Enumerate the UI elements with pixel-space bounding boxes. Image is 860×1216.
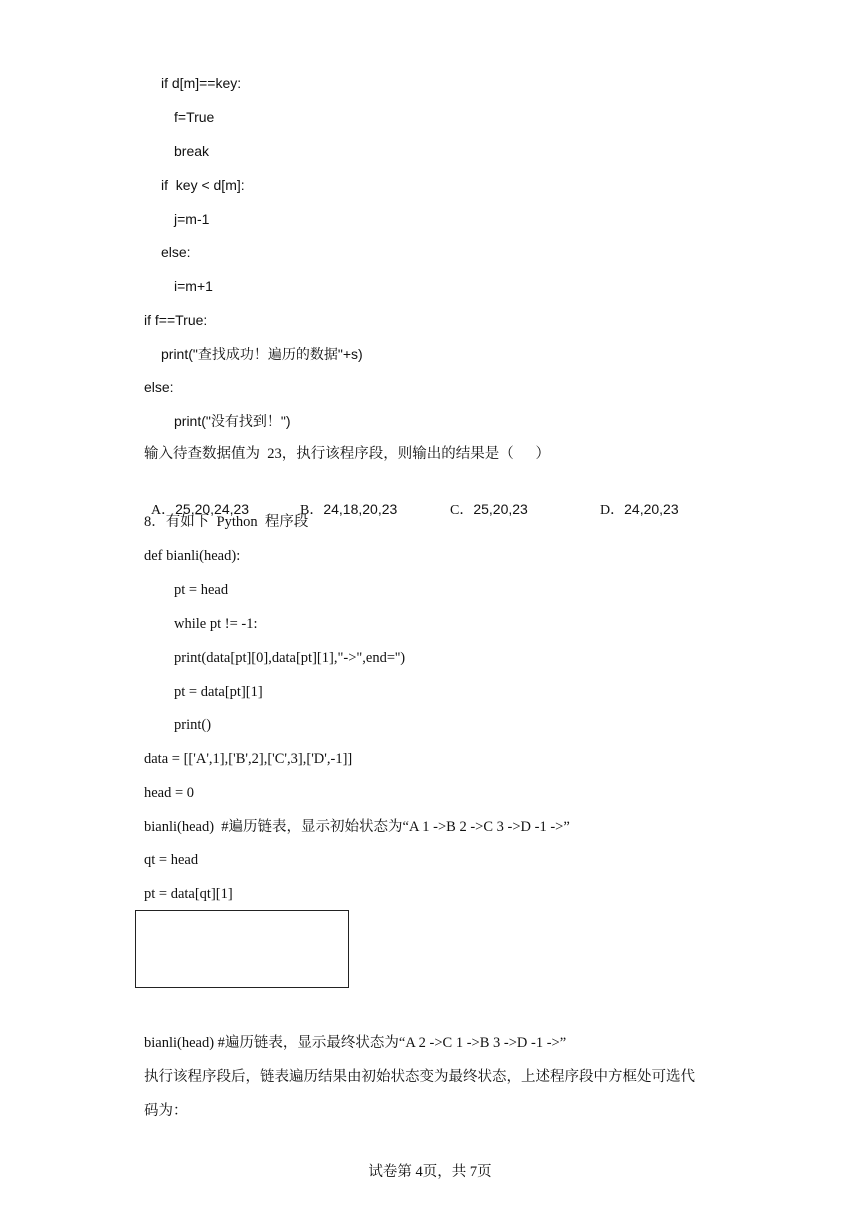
code-line: j=m-1: [174, 211, 210, 227]
code-line: f=True: [174, 109, 215, 125]
code-line: while pt != -1:: [174, 616, 258, 632]
option-letter: D．: [600, 503, 625, 518]
code-line: print(): [174, 717, 212, 733]
code-line: break: [174, 143, 210, 159]
option-value: 25,20,24,23: [175, 501, 250, 517]
option-value: 24,18,20,23: [323, 501, 398, 517]
page-footer: 试卷第 4页，共 7页: [368, 1164, 492, 1180]
code-line: if f==True:: [144, 312, 208, 328]
code-line: pt = data[qt][1]: [144, 886, 233, 902]
q8-description: 执行该程序段后，链表遍历结果由初始状态变为最终状态，上述程序段中方框处可选代: [144, 1069, 695, 1085]
code-blank-box[interactable]: [135, 910, 349, 988]
code-line: bianli(head) #遍历链表，显示初始状态为“A 1 ->B 2 ->C 3 ->D -1 ->”: [144, 819, 570, 835]
q7-option-b[interactable]: [293, 479, 397, 521]
q8-description-cont: 码为：: [144, 1103, 188, 1119]
code-line: head = 0: [144, 785, 195, 801]
code-line: else:: [161, 244, 191, 260]
code-line: else:: [144, 379, 174, 395]
code-line: if key < d[m]:: [161, 177, 245, 193]
option-value: 24,20,23: [624, 501, 679, 517]
q8-title: 8．有如下 Python 程序段: [144, 514, 309, 530]
code-line: pt = data[pt][1]: [174, 684, 263, 700]
q7-option-d[interactable]: [593, 479, 679, 521]
code-line: data = [['A',1],['B',2],['C',3],['D',-1]]: [144, 751, 353, 767]
code-line: def bianli(head):: [144, 548, 241, 564]
option-letter: B．: [300, 503, 324, 518]
code-line: qt = head: [144, 852, 199, 868]
option-letter: A．: [151, 503, 176, 518]
q7-option-c[interactable]: [443, 479, 528, 521]
code-line: if d[m]==key:: [161, 75, 242, 91]
code-line: pt = head: [174, 582, 229, 598]
code-line: bianli(head) #遍历链表，显示最终状态为“A 2 ->C 1 ->B 3 ->D -1 ->”: [144, 1035, 567, 1051]
code-line: print("没有找到！"): [174, 413, 291, 429]
code-line: i=m+1: [174, 278, 213, 294]
code-line: print(data[pt][0],data[pt][1],"->",end=''): [174, 650, 406, 666]
option-letter: C．: [450, 503, 474, 518]
option-value: 25,20,23: [473, 501, 528, 517]
code-line: print("查找成功！遍历的数据"+s): [161, 346, 363, 362]
q7-prompt: 输入待查数据值为 23，执行该程序段，则输出的结果是（ ）: [144, 446, 550, 462]
